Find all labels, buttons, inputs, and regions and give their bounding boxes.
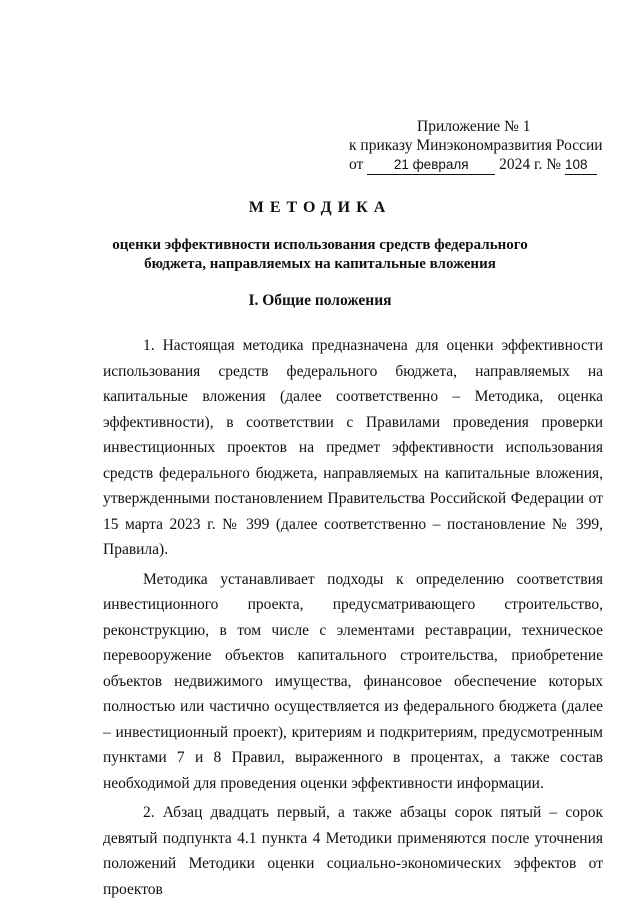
order-date-line bbox=[349, 155, 609, 175]
document-body bbox=[103, 333, 603, 906]
paragraph-3: 2. Абзац двадцать первый, а также абзацы сорок пятый – сорок девятый подпункта 4.1 пункта 4 Методики применяются после уточнения положений Методики оценки социально-экономических эффектов от проектов bbox=[103, 804, 603, 898]
paragraph-1: 1. Настоящая методика предназначена для оценки эффективности использования средств федерального бюджета, направляемых на капитальные вложения (далее соответственно – Методика, оценка эффективности), в соответствии с Правилами проведения проверки инвестиционных проектов на предмет эффективности использования средств федерального бюджета, направляемых на капитальные вложения, утвержденными постановлением Правительства Российской Федерации от 15 марта 2023 г. № 399 (далее соответственно – постановление № 399, Правила). bbox=[103, 337, 603, 558]
appendix-label: Приложение № 1 bbox=[417, 118, 531, 135]
document-subtitle: оценки эффективности использования средств федерального бюджета, направляемых на капитальные вложения bbox=[112, 237, 528, 272]
date-prefix: от bbox=[349, 156, 364, 173]
order-number: 108 bbox=[565, 155, 597, 175]
paragraph-2: Методика устанавливает подходы к определению соответствия инвестиционного проекта, предусматривающего строительство, реконструкцию, в том числе с элементами реставрации, техническое перевооружение объектов капитального строительства, приобретение объектов недвижимого имущества, финансовое обеспечение которых полностью или частично осуществляется из федерального бюджета (далее – инвестиционный проект), критериям и подкритериям, предусмотренным пунктами 7 и 8 Правил, выраженного в процентах, а также состав необходимой для проведения оценки эффективности информации. bbox=[103, 570, 603, 792]
order-year: 2024 г. № bbox=[499, 156, 562, 173]
section-heading: I. Общие положения bbox=[248, 292, 392, 309]
document-title: МЕТОДИКА bbox=[248, 199, 392, 216]
order-date: 21 февраля bbox=[367, 155, 495, 175]
appendix-header bbox=[349, 117, 609, 175]
order-reference: к приказу Минэкономразвития России bbox=[349, 137, 603, 154]
